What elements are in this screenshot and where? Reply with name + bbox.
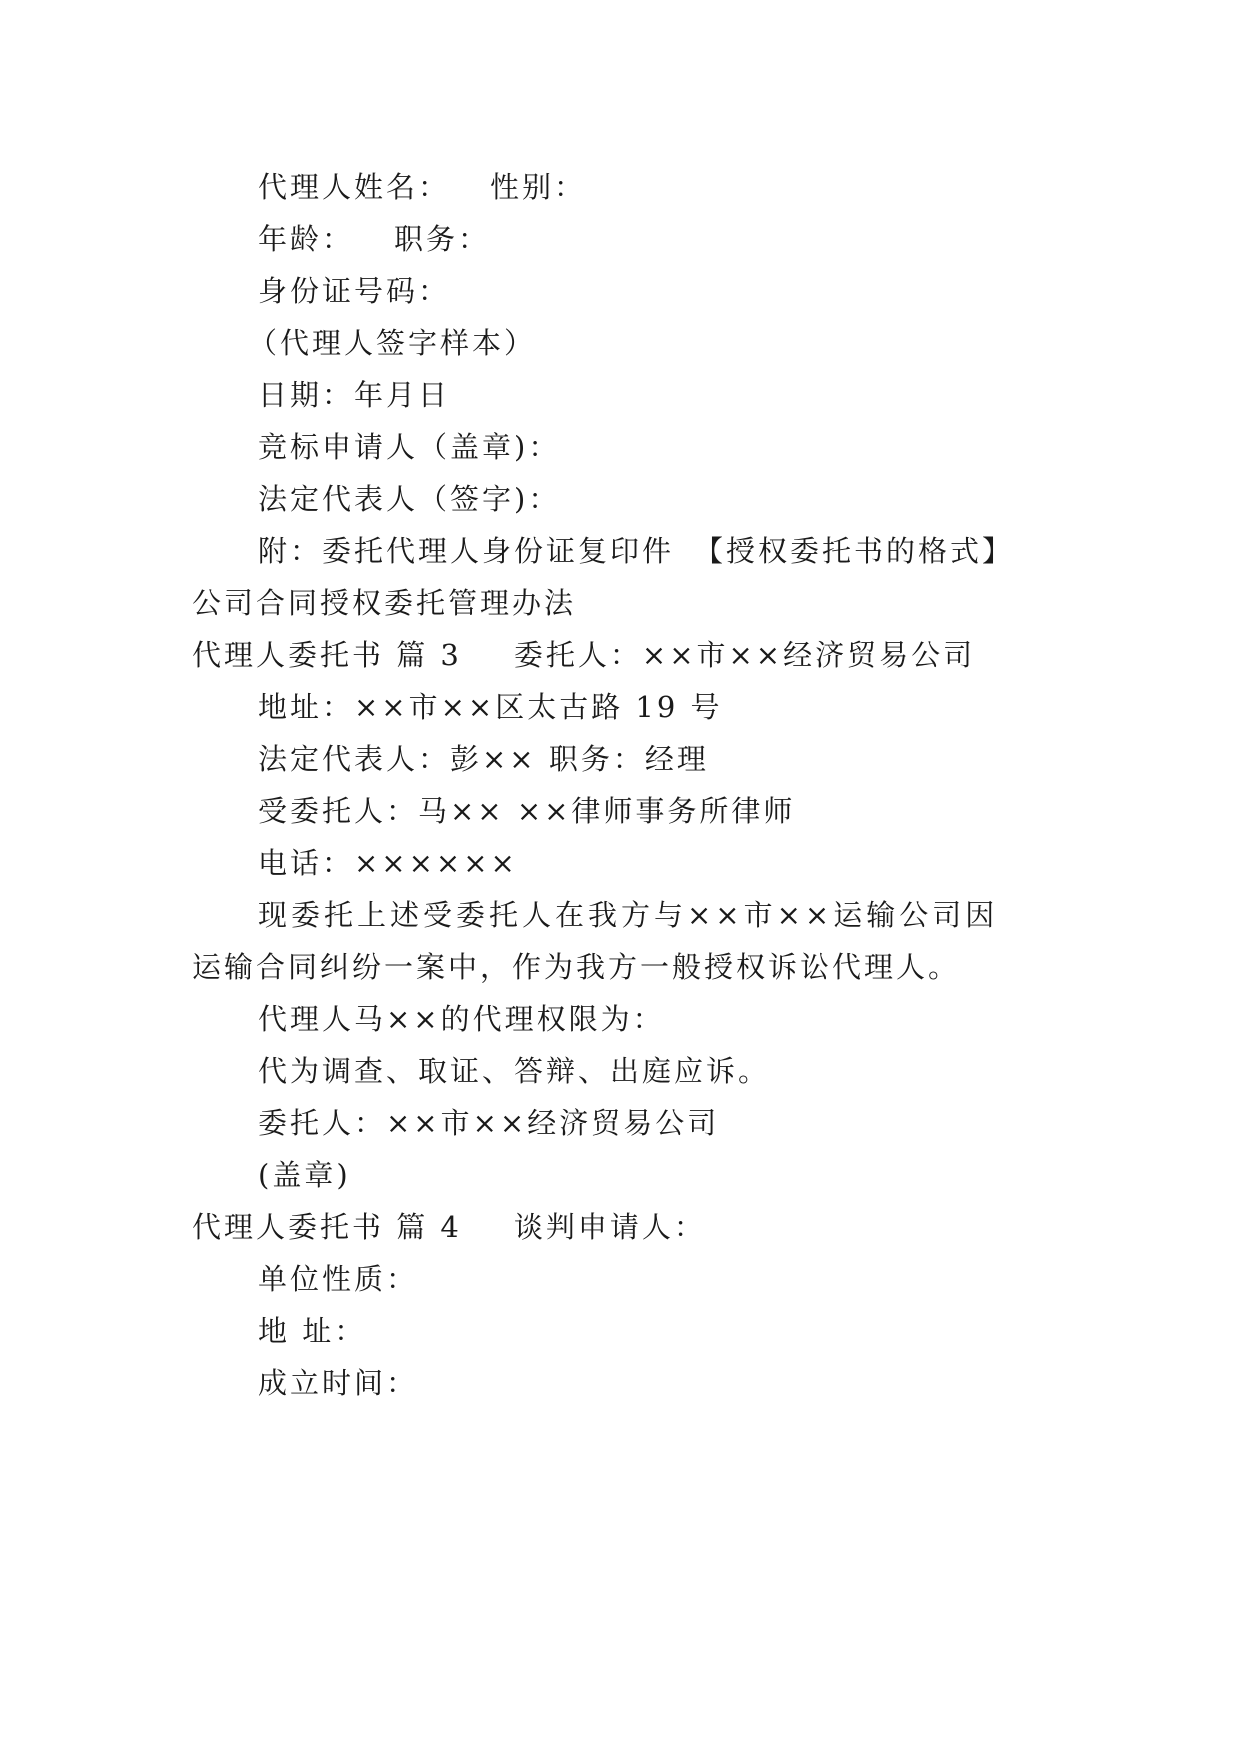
age-label: 年龄： (258, 222, 355, 256)
agent-name-label: 代理人姓名： (258, 170, 451, 204)
age-position-line (258, 219, 490, 259)
section-4-title: 代理人委托书 篇 4 (192, 1210, 462, 1244)
seal-line: (盖章) (258, 1158, 351, 1192)
entrust-paragraph-line-1: 现委托上述受委托人在我方与××市××运输公司因 (258, 898, 999, 932)
format-title: 【授权委托书的格式】 (694, 534, 1015, 568)
date-line: 日期：年月日 (258, 378, 451, 412)
principal-text: 委托人：××市××经济贸易公司 (513, 638, 976, 672)
gender-label: 性别： (490, 170, 587, 204)
unit-address-line: 地 址： (258, 1314, 367, 1348)
unit-nature-line: 单位性质： (258, 1262, 419, 1296)
authority-line: 代理人马××的代理权限为： (258, 1002, 665, 1036)
principal-sign-line: 委托人：××市××经济贸易公司 (258, 1106, 720, 1140)
authority-scope-line: 代为调查、取证、答辩、出庭应诉。 (258, 1054, 771, 1088)
id-number-line: 身份证号码： (258, 274, 451, 308)
legal-rep-line: 法定代表人：彭×× 职务：经理 (258, 742, 709, 776)
bid-applicant-line: 竞标申请人（盖章)： (258, 430, 561, 464)
agent-line: 受委托人：马×× ××律师事务所律师 (258, 794, 796, 828)
section-3-title: 代理人委托书 篇 3 (192, 638, 462, 672)
founded-time-line: 成立时间： (258, 1366, 419, 1400)
signature-sample-line: （代理人签字样本） (248, 326, 537, 360)
address-line: 地址：××市××区太古路 19 号 (258, 690, 723, 724)
position-label: 职务： (394, 222, 491, 256)
negotiation-applicant-text: 谈判申请人： (513, 1210, 706, 1244)
section-3-heading-line (192, 635, 975, 675)
legal-rep-sign-line: 法定代表人（签字)： (258, 482, 561, 516)
attachment-text: 附：委托代理人身份证复印件 (258, 534, 675, 568)
attachment-line (258, 531, 1014, 571)
management-title-line: 公司合同授权委托管理办法 (192, 586, 577, 620)
agent-name-gender-line (258, 167, 586, 207)
entrust-paragraph-line-2: 运输合同纠纷一案中，作为我方一般授权诉讼代理人。 (192, 950, 961, 984)
phone-line: 电话：×××××× (258, 846, 518, 880)
section-4-heading-line (192, 1207, 706, 1247)
